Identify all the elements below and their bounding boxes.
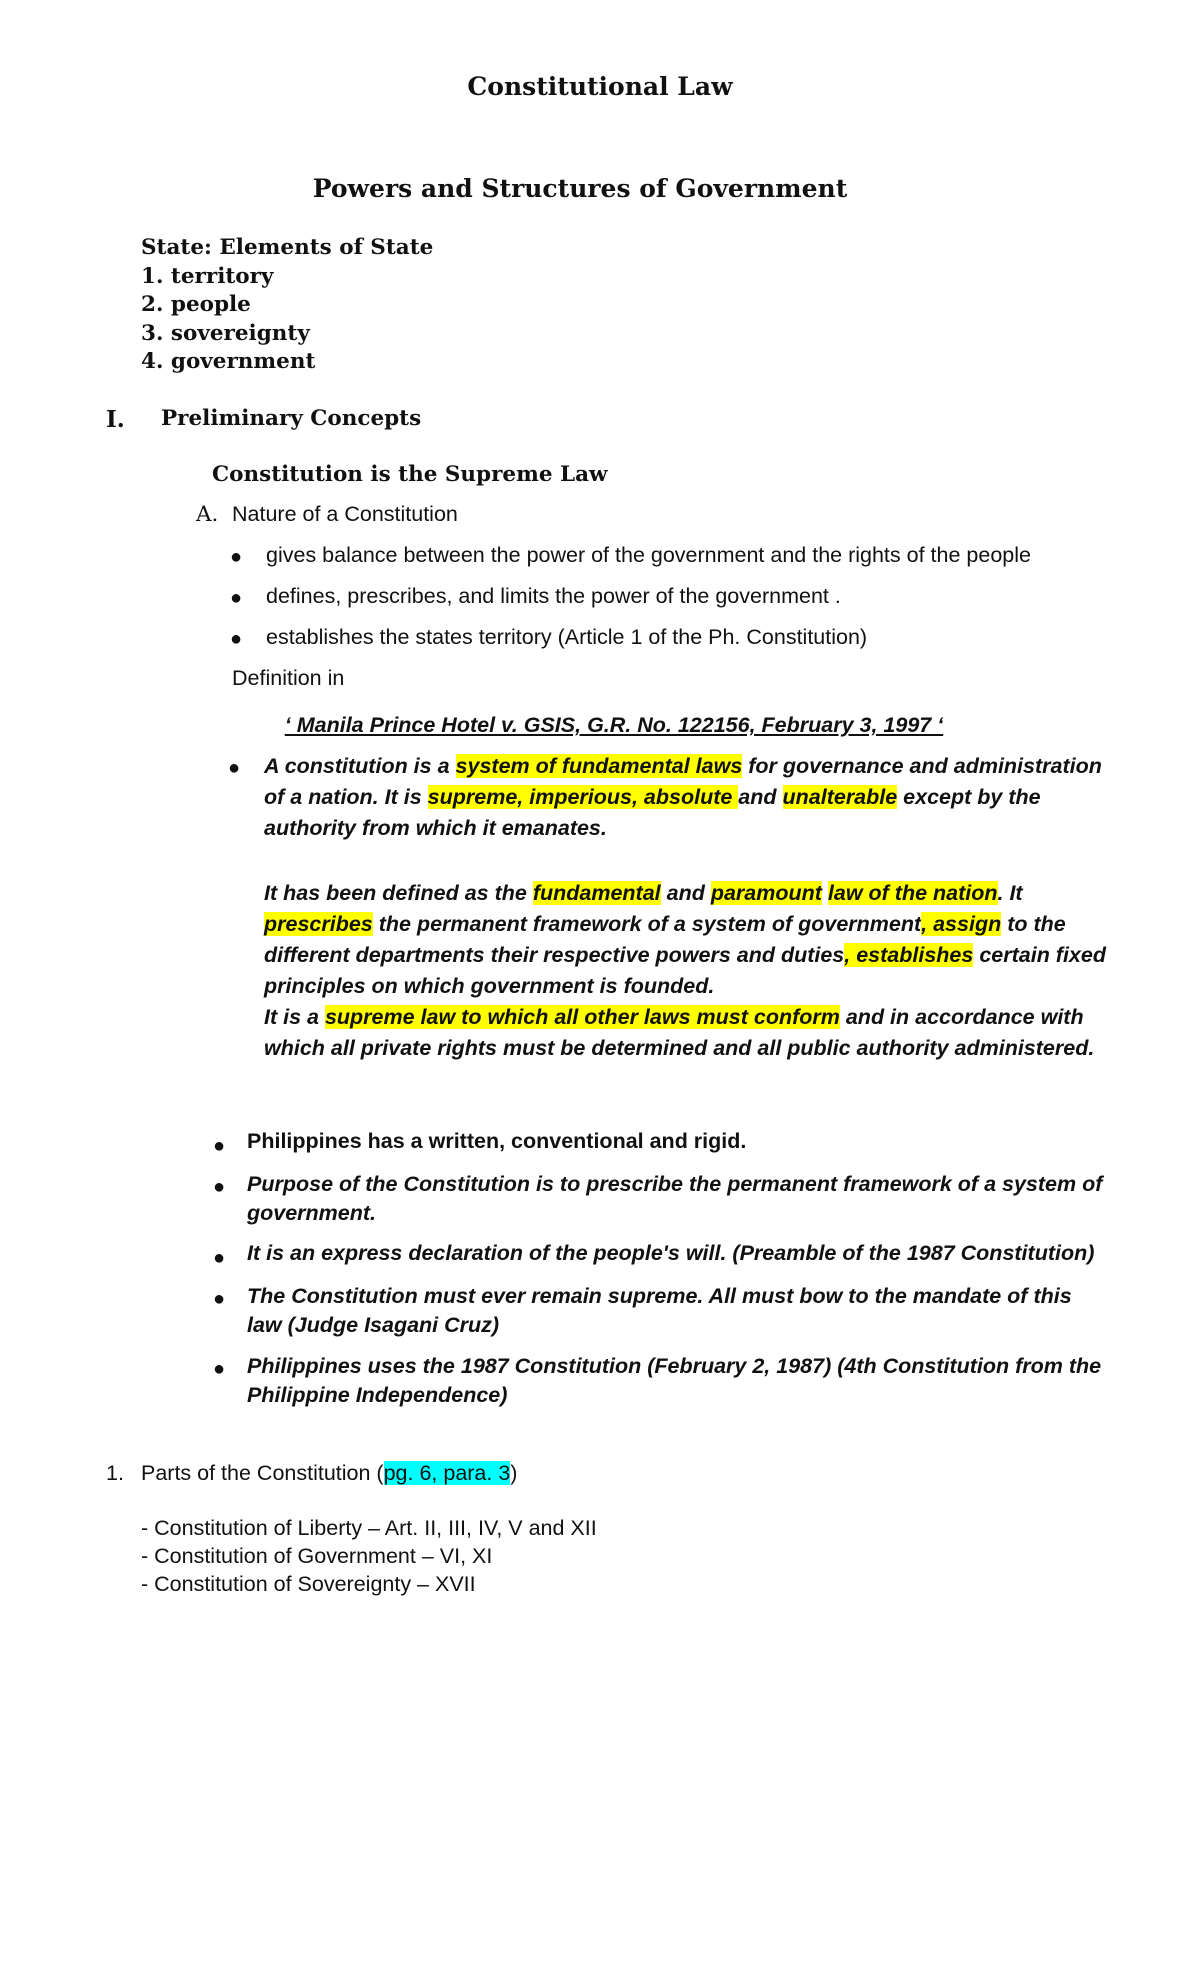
subheading: Constitution is the Supreme Law (212, 462, 608, 487)
bullet-icon: ● (230, 546, 243, 568)
highlighted-text: supreme, imperious, absolute (427, 785, 739, 809)
quote-text: and in accordance with which all private rights must be determined and all public authority administered. (264, 1005, 1095, 1060)
highlighted-text: supreme law to which all other laws must conform (324, 1005, 840, 1029)
parts-number: 1. (106, 1461, 124, 1485)
bullet-icon: ● (213, 1176, 226, 1198)
parts-item: - Constitution of Sovereignty – XVII (141, 1572, 476, 1596)
highlighted-text: fundamental (532, 881, 661, 905)
bullet-icon: ● (213, 1247, 226, 1269)
case-citation: ‘ Manila Prince Hotel v. GSIS, G.R. No. 122156, February 3, 1997 ‘ (284, 713, 944, 737)
definition-paragraph (264, 878, 1124, 1064)
highlighted-text: prescribes (264, 912, 373, 936)
quote-text: the permanent framework of a system of government (372, 912, 922, 936)
parts-label: Parts of the Constitution ( (141, 1461, 384, 1485)
nature-title: Nature of a Constitution (232, 502, 458, 526)
bullet-icon: ● (213, 1288, 226, 1310)
highlighted-text: paramount (710, 881, 822, 905)
quote-text: It is a (264, 1005, 325, 1029)
page-reference: pg. 6, para. 3 (383, 1461, 511, 1485)
quote-text: certain fixed principles on which government is founded. (264, 943, 1106, 998)
bullet-icon: ● (230, 628, 243, 650)
quote-text: . It (997, 881, 1023, 905)
point-item: Purpose of the Constitution is to prescribe the permanent framework of a system of government. (247, 1172, 1103, 1225)
point-item: Philippines has a written, conventional and rigid. (247, 1129, 747, 1153)
bullet-icon: ● (213, 1135, 226, 1157)
parts-label-close: ) (510, 1461, 518, 1485)
state-heading: State: Elements of State (141, 235, 434, 260)
highlighted-text: , establishes (844, 943, 974, 967)
point-item: Philippines uses the 1987 Constitution (February 2, 1987) (4th Constitution from the Philippine Independence) (247, 1354, 1102, 1407)
quote-text: It has been defined as the (264, 881, 533, 905)
parts-heading (141, 1461, 517, 1486)
nature-bullet: defines, prescribes, and limits the power of the government . (266, 584, 841, 608)
parts-item: - Constitution of Liberty – Art. II, III, IV, V and XII (141, 1516, 597, 1540)
highlighted-text: unalterable (782, 785, 898, 809)
point-item: The Constitution must ever remain supreme. All must bow to the mandate of this law (Judge Isagani Cruz) (247, 1284, 1072, 1337)
definition-quote (264, 751, 1124, 844)
nature-bullet: gives balance between the power of the government and the rights of the people (266, 543, 1031, 567)
nature-bullet: establishes the states territory (Article 1 of the Ph. Constitution) (266, 625, 868, 649)
quote-text: except by the authority from which it emanates. (264, 785, 1041, 840)
nature-label: A. (196, 502, 219, 527)
document-title: Constitutional Law (467, 72, 733, 101)
quote-text: and (660, 881, 711, 905)
element-item: 3. sovereignty (141, 321, 310, 346)
point-item: It is an express declaration of the people's will. (Preamble of the 1987 Constitution) (247, 1241, 1095, 1265)
element-item: 1. territory (141, 264, 274, 289)
element-item: 4. government (141, 349, 316, 374)
document-subtitle: Powers and Structures of Government (312, 174, 848, 203)
quote-text: to the different departments their respective powers and duties (264, 912, 1066, 967)
highlighted-text: , assign (921, 912, 1002, 936)
highlighted-text: system of fundamental laws (455, 754, 743, 778)
quote-text: and (738, 785, 783, 809)
quote-text: for governance and administration of a nation. It is (264, 754, 1102, 809)
element-item: 2. people (141, 292, 251, 317)
quote-text: A constitution is a (264, 754, 456, 778)
bullet-icon: ● (228, 757, 241, 779)
quote-text (822, 881, 828, 905)
parts-item: - Constitution of Government – VI, XI (141, 1544, 493, 1568)
section-title: Preliminary Concepts (161, 406, 422, 431)
bullet-icon: ● (213, 1358, 226, 1380)
bullet-icon: ● (230, 587, 243, 609)
definition-label: Definition in (232, 666, 345, 690)
section-number: I. (106, 406, 125, 433)
highlighted-text: law of the nation (827, 881, 998, 905)
